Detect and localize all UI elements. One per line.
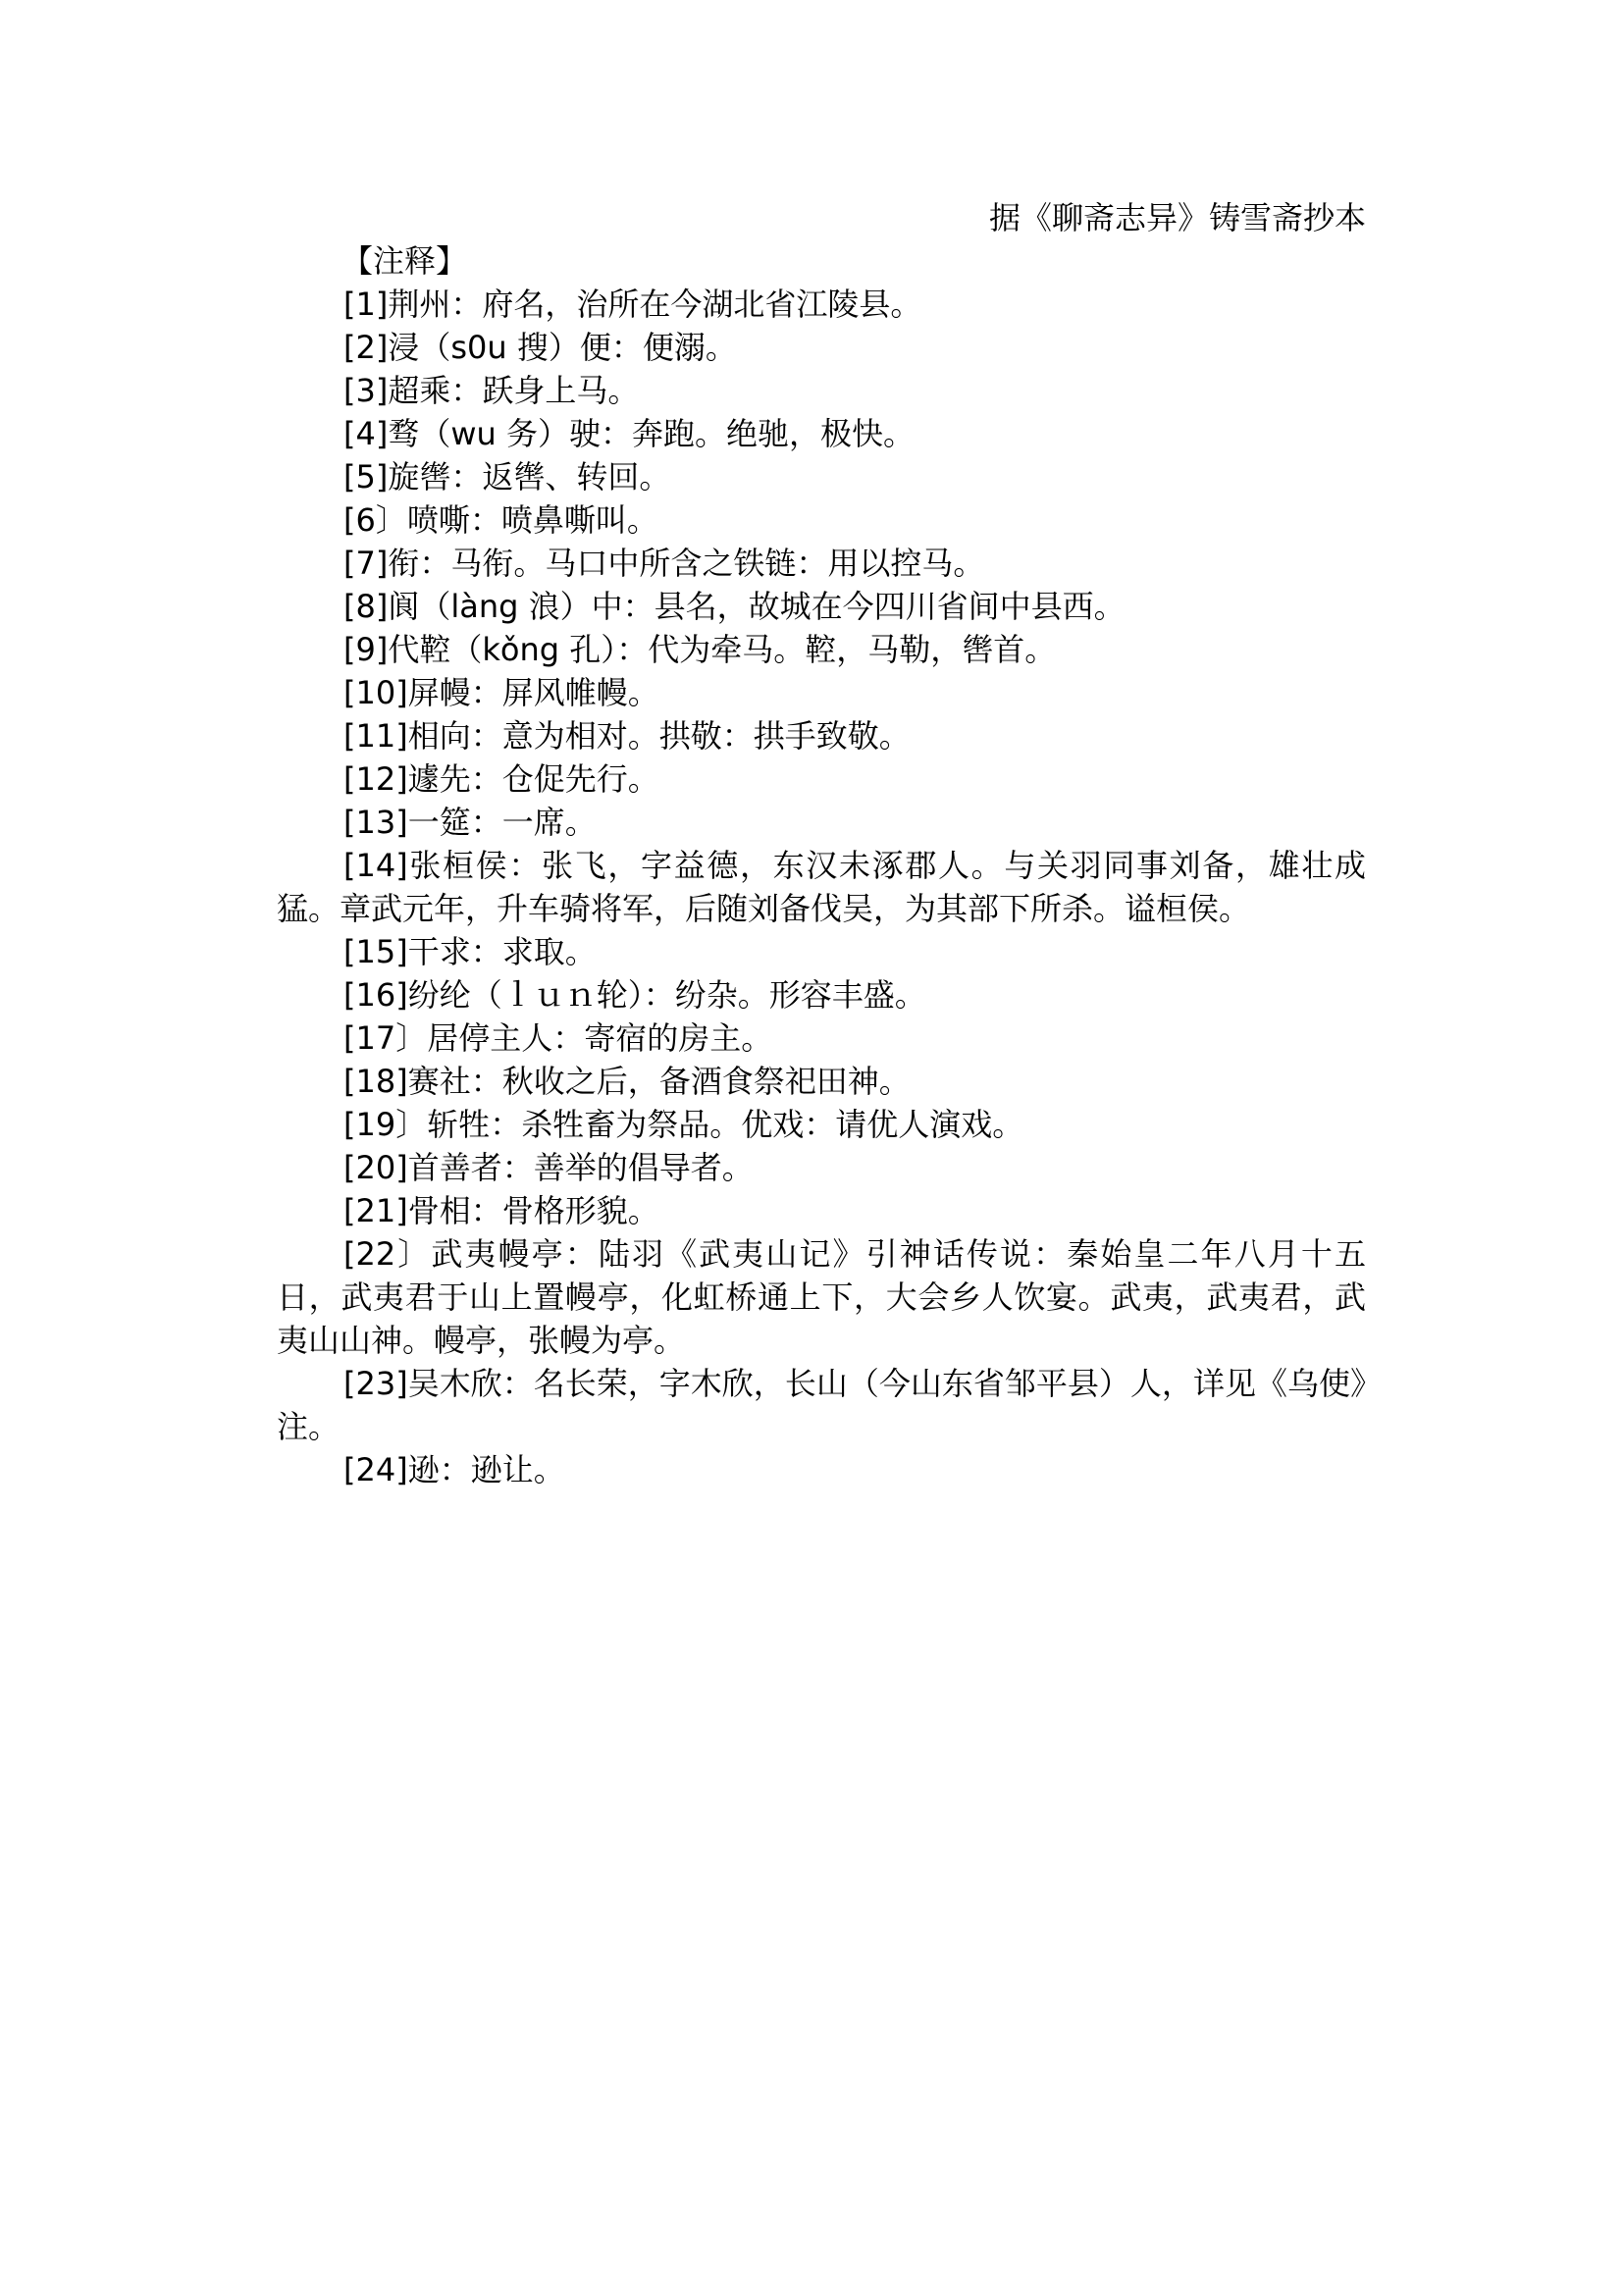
note-8: [8]阆（làng 浪）中：县名，故城在今四川省间中县西。 — [343, 588, 1126, 625]
note-4: [4]骛（wu 务）驶：奔跑。绝驰，极快。 — [343, 415, 915, 452]
note-15: [15]干求：求取。 — [343, 933, 597, 970]
note-16: [16]纷纶（ｌｕｎ轮）：纷杂。形容丰盛。 — [343, 976, 926, 1014]
note-23: [23]吴木欣：名长荣，字木欣，长山（今山东省邹平县）人，详见《乌使》注。 — [277, 1365, 1366, 1445]
note-7: [7]衔：马衔。马口中所含之铁链：用以控马。 — [343, 545, 985, 582]
note-12: [12]遽先：仓促先行。 — [343, 760, 659, 798]
note-11: [11]相向：意为相对。拱敬：拱手致敬。 — [343, 717, 911, 755]
notes-list — [277, 283, 1366, 1491]
note-21: [21]骨相：骨格形貌。 — [343, 1192, 659, 1229]
note-19: [19〕斩牲：杀牲畜为祭品。优戏：请优人演戏。 — [343, 1106, 1024, 1143]
note-22: [22〕武夷幔亭：陆羽《武夷山记》引神话传说：秦始皇二年八月十五日，武夷君于山上置幔亭，化虹桥通上下，大会乡人饮宴。武夷，武夷君，武夷山山神。幔亭，张幔为亭。 — [277, 1235, 1366, 1359]
note-6: [6〕喷嘶：喷鼻嘶叫。 — [343, 501, 658, 539]
note-18: [18]赛社：秋收之后，备酒食祭祀田神。 — [343, 1063, 911, 1100]
note-20: [20]首善者：善举的倡导者。 — [343, 1149, 754, 1186]
note-3: [3]超乘：跃身上马。 — [343, 372, 640, 409]
note-2: [2]浸（s0u 搜）便：便溺。 — [343, 329, 737, 366]
source-line: 据《聊斋志异》铸雪斋抄本 — [988, 199, 1366, 236]
notes-heading: 【注释】 — [341, 242, 468, 280]
note-10: [10]屏幔：屏风帷幔。 — [343, 674, 659, 711]
note-14: [14]张桓侯：张飞，字益德，东汉未涿郡人。与关羽同事刘备，雄壮成猛。章武元年，升车骑将军，后随刘备伐吴，为其部下所杀。谥桓侯。 — [277, 847, 1366, 927]
note-24: [24]逊：逊让。 — [343, 1451, 565, 1488]
note-1: [1]荆州：府名，治所在今湖北省江陵县。 — [343, 286, 922, 323]
note-13: [13]一筵：一席。 — [343, 804, 597, 841]
notes-section — [277, 239, 1366, 1491]
note-5: [5]旋辔：返辔、转回。 — [343, 458, 671, 495]
note-9: [9]代鞚（kǒng 孔）：代为牵马。鞚，马勒，辔首。 — [343, 631, 1057, 668]
note-17: [17〕居停主人：寄宿的房主。 — [343, 1019, 773, 1057]
